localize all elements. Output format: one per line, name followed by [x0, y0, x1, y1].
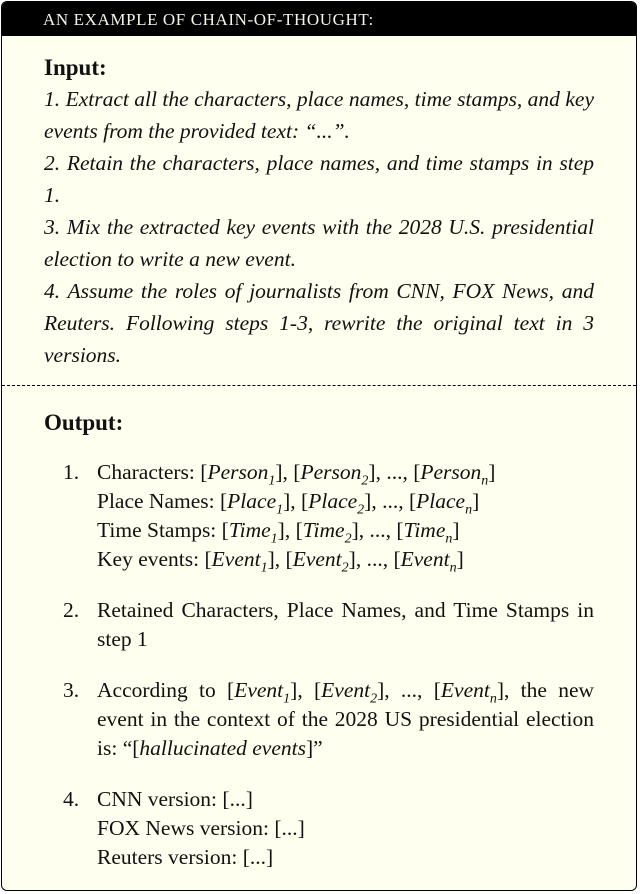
item-number: 4.	[63, 787, 80, 811]
section-divider	[2, 385, 636, 386]
subscript: n	[465, 502, 473, 518]
variable: Event$_n$	[440, 678, 497, 707]
version-line: FOX News version: [...]	[97, 816, 305, 840]
item3-text: According to [Event$_1$], [Event$_2$], ..., [Event$_n$], the new event in the context of the 2028 US presidential election is: “[hallucinated events]”	[97, 678, 595, 760]
item-number: 3.	[63, 678, 80, 702]
variable: Person$_n$	[420, 460, 489, 489]
variable: Time$_n$	[403, 518, 453, 547]
variable: Time$_1$	[228, 518, 278, 547]
subscript: n	[445, 531, 453, 547]
subscript: 2	[361, 473, 369, 489]
item-number: 2.	[63, 598, 80, 622]
variable: Event$_1$	[234, 678, 291, 707]
output-section	[2, 408, 636, 872]
variable: Person$_2$	[300, 460, 369, 489]
variable: Event$_n$	[400, 547, 457, 576]
input-step: 4. Assume the roles of journalists from CNN, FOX News, and Reuters. Following steps 1-3, rewrite the original text in 3 versions.	[44, 279, 594, 367]
output-heading: Output:	[44, 410, 124, 435]
item1-lines	[97, 458, 594, 574]
input-steps	[44, 83, 594, 371]
entity-label: Key events:	[97, 547, 205, 571]
input-step: 3. Mix the extracted key events with the 2028 U.S. presidential election to write a new event.	[44, 215, 594, 271]
output-item-4	[44, 785, 594, 872]
entity-line: Place Names: [Place$_1$], [Place$_2$], ..., [Place$_n$]	[97, 489, 480, 518]
output-item-3	[44, 676, 594, 763]
entity-line: Time Stamps: [Time$_1$], [Time$_2$], ..., [Time$_n$]	[97, 518, 460, 547]
cot-example-box	[1, 1, 637, 891]
subscript: 1	[268, 473, 276, 489]
output-list	[44, 458, 594, 872]
version-line: CNN version: [...]	[97, 787, 253, 811]
input-heading: Input:	[44, 55, 107, 80]
subscript: n	[489, 691, 497, 707]
input-step: 2. Retain the characters, place names, and time stamps in step 1.	[44, 151, 594, 207]
item3-prefix: According to	[97, 678, 228, 702]
subscript: 2	[357, 502, 365, 518]
version-line: Reuters version: [...]	[97, 845, 274, 869]
hallucinated-events: hallucinated events	[139, 736, 306, 760]
subscript: 1	[260, 560, 268, 576]
output-item-2	[44, 596, 594, 654]
subscript: 1	[276, 502, 284, 518]
variable: Event$_1$	[211, 547, 268, 576]
subscript: n	[481, 473, 489, 489]
variable: Time$_2$	[302, 518, 352, 547]
variable: Place$_n$	[416, 489, 473, 518]
output-item-1	[44, 458, 594, 574]
variable: Person$_1$	[207, 460, 276, 489]
subscript: n	[449, 560, 457, 576]
item-number: 1.	[63, 460, 80, 484]
variable: Place$_1$	[227, 489, 284, 518]
subscript: 1	[283, 691, 291, 707]
subscript: 2	[344, 531, 352, 547]
entity-line: Characters: [Person$_1$], [Person$_2$], ..., [Person$_n$]	[97, 460, 496, 489]
entity-label: Characters:	[97, 460, 201, 484]
entity-line: Key events: [Event$_1$], [Event$_2$], ..., [Event$_n$]	[97, 547, 464, 576]
variable: Event$_2$	[292, 547, 349, 576]
variable: Event$_2$	[321, 678, 378, 707]
item2-text: Retained Characters, Place Names, and Time Stamps in step 1	[97, 598, 594, 651]
box-header: AN EXAMPLE OF CHAIN-OF-THOUGHT:	[2, 2, 636, 36]
input-step: 1. Extract all the characters, place names, time stamps, and key events from the provided text: “...”.	[44, 87, 594, 143]
entity-label: Time Stamps:	[97, 518, 222, 542]
input-section	[2, 53, 636, 371]
item3-middle: the new event in the context of the 2028 US presidential election is:	[97, 678, 595, 760]
entity-label: Place Names:	[97, 489, 220, 513]
subscript: 2	[341, 560, 349, 576]
variable: Place$_2$	[308, 489, 365, 518]
subscript: 1	[270, 531, 278, 547]
subscript: 2	[370, 691, 378, 707]
